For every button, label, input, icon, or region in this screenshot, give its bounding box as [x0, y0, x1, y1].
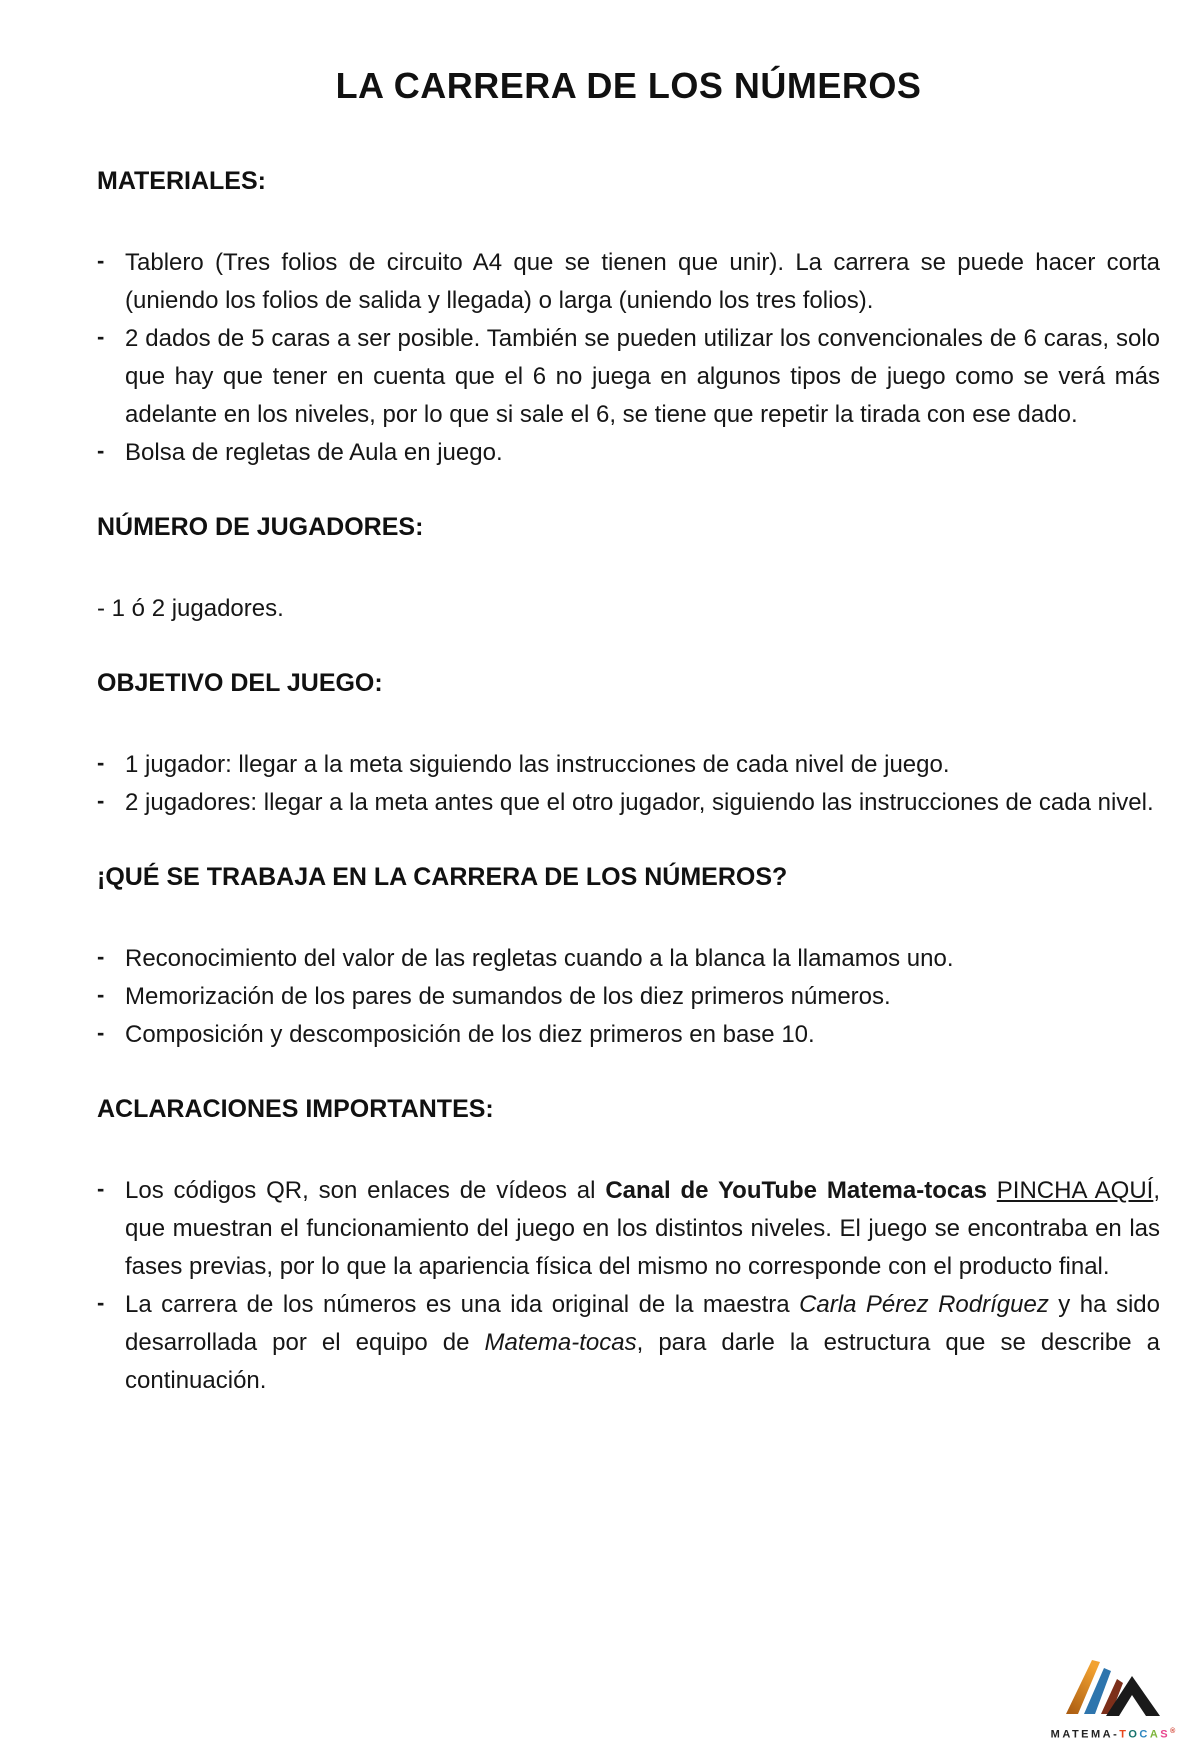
list-item	[97, 1172, 1161, 1286]
page-title: LA CARRERA DE LOS NÚMEROS	[335, 65, 922, 106]
text-segment: La carrera de los números es una ida original de la maestra	[125, 1291, 800, 1318]
section-heading-materiales: MATERIALES:	[97, 167, 266, 195]
text-segment: 2 dados de 5 caras a ser posible. También se pueden utilizar los convencionales de 6 caras, solo que hay que tener en cuenta que el 6 no juega en algunos tipos de juego como se verá más adelante en los niveles, por lo que si sale el 6, se tiene que repetir la tirada con ese dado.	[125, 325, 1160, 428]
logo-text-colored	[1119, 1729, 1170, 1741]
logo-colored-letter: C	[1139, 1728, 1150, 1741]
list-item	[97, 1286, 1160, 1400]
section-jugadores	[97, 508, 1160, 628]
text-segment: Los códigos QR, son enlaces de vídeos al	[125, 1177, 606, 1204]
list-item	[97, 940, 1160, 978]
list-item	[97, 784, 1160, 822]
text-segment: - 1 ó 2 jugadores.	[97, 595, 284, 622]
text-segment: Bolsa de regletas de Aula en juego.	[125, 439, 503, 466]
section-heading-aclaraciones: ACLARACIONES IMPORTANTES:	[97, 1095, 494, 1123]
aclaraciones-list	[97, 1172, 1160, 1400]
bullet-dash: -	[97, 750, 105, 775]
pincha-aqui-link[interactable]: PINCHA AQUÍ	[996, 1177, 1154, 1204]
logo-text-prefix: MATEMA-	[1050, 1728, 1120, 1741]
bullet-dash: -	[97, 1290, 105, 1315]
bullet-dash: -	[97, 248, 105, 273]
materiales-list	[97, 244, 1160, 472]
bullet-dash: -	[97, 1176, 105, 1201]
bullet-dash: -	[97, 438, 105, 463]
text-segment: Reconocimiento del valor de las regletas cuando a la blanca la llamamos uno.	[125, 945, 954, 972]
bullet-dash: -	[97, 944, 105, 969]
logo-colored-letter: S	[1160, 1728, 1171, 1741]
list-item	[97, 590, 1160, 628]
text-segment: Composición y descomposición de los diez primeros en base 10.	[125, 1021, 815, 1048]
section-objetivo	[97, 664, 1160, 822]
text-segment	[987, 1177, 997, 1204]
que-se-trabaja-list	[97, 940, 1160, 1054]
list-item	[97, 978, 1160, 1016]
list-item	[97, 746, 1160, 784]
text-segment: , que muestran el funcionamiento del juego en los distintos niveles. El juego se encontraba en las fases previas, por lo que la apariencia física del mismo no corresponde con el producto final.	[125, 1177, 1161, 1280]
text-segment: , para darle la estructura que se describe a continuación.	[125, 1329, 1160, 1394]
section-aclaraciones	[97, 1090, 1160, 1400]
jugadores-list	[97, 590, 1160, 628]
logo-wordmark	[1038, 1725, 1188, 1742]
text-segment: Matema-tocas	[484, 1329, 637, 1356]
bullet-dash: -	[97, 324, 105, 349]
section-materiales	[97, 162, 1160, 472]
text-segment: Canal de YouTube Matema-tocas	[605, 1177, 987, 1204]
text-segment: y ha sido desarrollada por el equipo de	[125, 1291, 1160, 1356]
registered-mark: ®	[1170, 1728, 1176, 1735]
list-item	[97, 1016, 1160, 1054]
logo-mountain-icon	[1058, 1652, 1168, 1724]
text-segment: Memorización de los pares de sumandos de los diez primeros números.	[125, 983, 891, 1010]
list-item	[97, 434, 1160, 472]
text-segment: 2 jugadores: llegar a la meta antes que el otro jugador, siguiendo las instrucciones de cada nivel.	[125, 789, 1154, 816]
list-item	[97, 244, 1160, 320]
section-heading-objetivo: OBJETIVO DEL JUEGO:	[97, 669, 383, 697]
text-segment: Tablero (Tres folios de circuito A4 que se tienen que unir). La carrera se puede hacer corta (uniendo los folios de salida y llegada) o larga (uniendo los tres folios).	[125, 249, 1160, 314]
bullet-dash: -	[97, 982, 105, 1007]
list-item	[97, 320, 1160, 434]
matema-tocas-logo	[1038, 1652, 1188, 1752]
section-heading-jugadores: NÚMERO DE JUGADORES:	[97, 513, 424, 541]
logo-colored-letter: O	[1128, 1728, 1140, 1741]
text-segment: Carla Pérez Rodríguez	[799, 1291, 1049, 1318]
bullet-dash: -	[97, 788, 105, 813]
section-que-se-trabaja	[97, 858, 1160, 1054]
bullet-dash: -	[97, 1020, 105, 1045]
objetivo-list	[97, 746, 1160, 822]
logo-colored-letter: T	[1119, 1728, 1129, 1741]
text-segment: 1 jugador: llegar a la meta siguiendo las instrucciones de cada nivel de juego.	[125, 751, 950, 778]
section-heading-que-se-trabaja: ¡QUÉ SE TRABAJA EN LA CARRERA DE LOS NÚMEROS?	[97, 863, 788, 891]
logo-colored-letter: A	[1149, 1728, 1161, 1741]
